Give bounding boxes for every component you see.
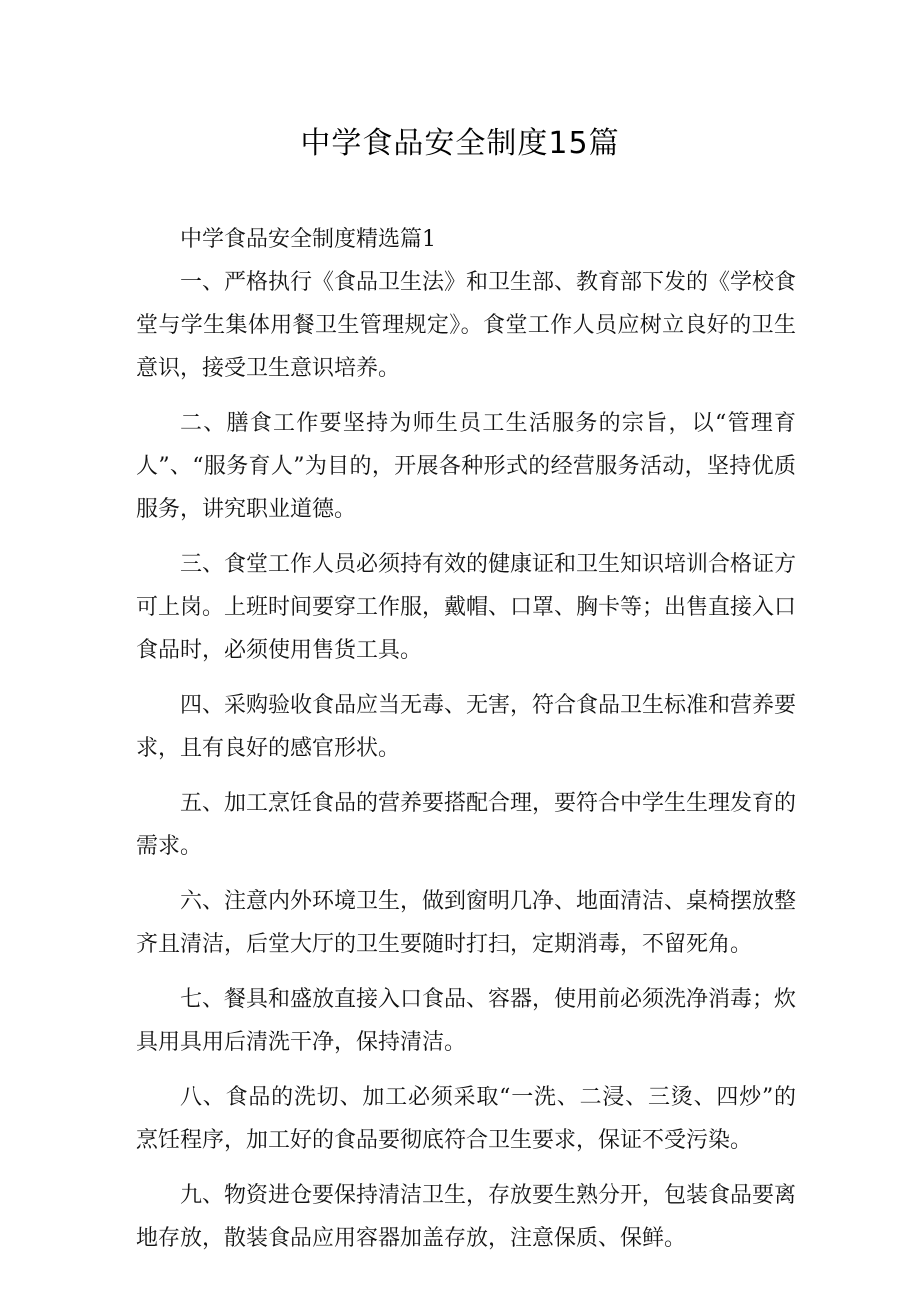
paragraph-1: 一、严格执行《食品卫生法》和卫生部、教育部下发的《学校食堂与学生集体用餐卫生管理规定》。食堂工作人员应树立良好的卫生意识，接受卫生意识培养。 [136,270,797,381]
paragraph-3: 三、食堂工作人员必须持有效的健康证和卫生知识培训合格证方可上岗。上班时间要穿工作服，戴帽、口罩、胸卡等；出售直接入口食品时，必须使用售货工具。 [136,552,797,663]
paragraph-2: 二、膳食工作要坚持为师生员工生活服务的宗旨，以“管理育人”、“服务育人”为目的，开展各种形式的经营服务活动，坚持优质服务，讲究职业道德。 [136,411,796,522]
paragraph-8: 八、食品的洗切、加工必须采取“一洗、二浸、三烫、四炒”的烹饪程序，加工好的食品要彻底符合卫生要求，保证不受污染。 [136,1085,796,1153]
section-heading: 中学食品安全制度精选篇1 [180,227,436,252]
document-title: 中学食品安全制度15篇 [300,126,620,161]
paragraph-7: 七、餐具和盛放直接入口食品、容器，使用前必须洗净消毒；炊具用具用后清洗干净，保持清洁。 [136,987,797,1055]
paragraph-4: 四、采购验收食品应当无毒、无害，符合食品卫生标准和营养要求，且有良好的感官形状。 [136,693,797,761]
document-body [136,218,796,1272]
paragraph-6: 六、注意内外环境卫生，做到窗明几净、地面清洁、桌椅摆放整齐且清洁，后堂大厅的卫生要随时打扫，定期消毒，不留死角。 [136,889,797,957]
paragraph-5: 五、加工烹饪食品的营养要搭配合理，要符合中学生生理发育的需求。 [136,791,797,859]
paragraph-9: 九、物资进仓要保持清洁卫生，存放要生熟分开，包装食品要离地存放，散装食品应用容器加盖存放，注意保质、保鲜。 [136,1183,797,1251]
